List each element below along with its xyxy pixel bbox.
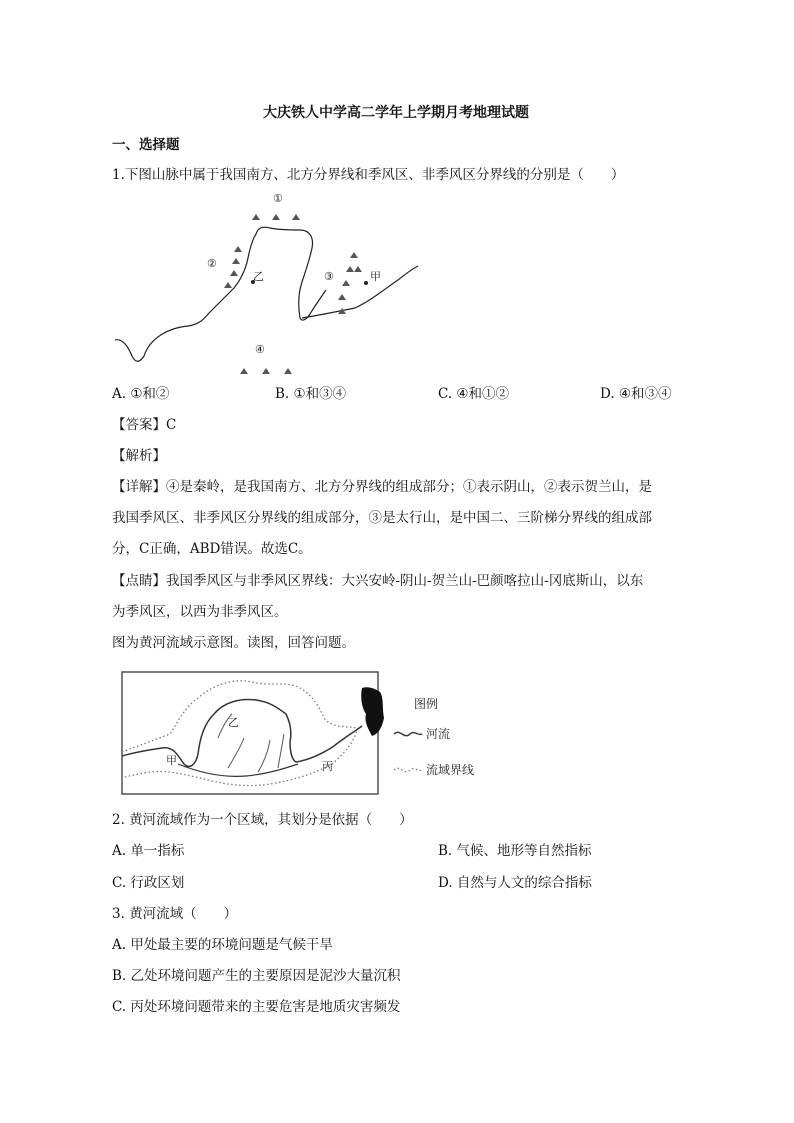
q1-tip-line-2: 为季风区，以西为非季风区。 — [112, 604, 288, 620]
q1-detail-line-1: 【详解】④是秦岭，是我国南方、北方分界线的组成部分；①表示阴山，②表示贺兰山，是 — [112, 479, 652, 495]
map-label-3: ③ — [324, 270, 334, 283]
yellow-river-basin-map — [118, 668, 498, 802]
mountain-symbols-3 — [338, 252, 362, 314]
map-label-4: ④ — [255, 343, 265, 356]
question-1-stem: 1.下图山脉中属于我国南方、北方分界线和季风区、非季风区分界线的分别是（ ） — [112, 167, 625, 183]
group2-intro: 图为黄河流域示意图。读图，回答问题。 — [112, 635, 355, 651]
map-label-1: ① — [273, 192, 283, 205]
legend-boundary-label: 流域界线 — [426, 763, 475, 777]
q3-option-c: C. 丙处环境问题带来的主要危害是地质灾害频发 — [112, 999, 401, 1015]
map2-label-yi: 乙 — [228, 716, 239, 729]
q1-analysis-head: 【解析】 — [112, 448, 166, 464]
river-path — [115, 227, 326, 361]
river-east-path — [302, 266, 418, 318]
map2-label-jia: 甲 — [166, 754, 177, 767]
section-heading: 一、选择题 — [112, 137, 180, 153]
q2-option-a: A. 单一指标 — [112, 843, 185, 859]
mountain-symbols-4 — [240, 368, 292, 374]
q1-detail-line-3: 分，C正确，ABD错误。故选C。 — [112, 541, 312, 557]
legend-river-symbol — [394, 732, 422, 735]
q2-option-d: D. 自然与人文的综合指标 — [438, 875, 592, 891]
q1-tip-line-1: 【点睛】我国季风区与非季风区界线：大兴安岭-阴山-贺兰山-巴颜喀拉山-冈底斯山，以东 — [112, 573, 644, 589]
q2-option-b: B. 气候、地形等自然指标 — [438, 843, 592, 859]
q1-answer: 【答案】C — [112, 417, 177, 433]
question-3-stem: 3. 黄河流域（ ） — [112, 906, 238, 922]
yellow-river-main — [122, 700, 362, 767]
mountain-symbols-1 — [252, 214, 300, 220]
river-lower — [178, 764, 298, 776]
legend-boundary-symbol — [394, 768, 422, 771]
q2-option-c: C. 行政区划 — [112, 875, 185, 891]
q1-option-a: A. ①和② — [112, 386, 170, 402]
mountain-symbols-2 — [224, 246, 242, 288]
sea-area — [361, 687, 384, 736]
q1-detail-line-2: 我国季风区、非季风区分界线的组成部分，③是太行山，是中国二、三阶梯分界线的组成部 — [112, 510, 652, 526]
q3-option-b: B. 乙处环境问题产生的主要原因是泥沙大量沉积 — [112, 968, 401, 984]
map-label-jia: 甲 — [370, 270, 381, 283]
q3-option-a: A. 甲处最主要的环境问题是气候干旱 — [112, 937, 333, 953]
mountain-map-figure — [110, 188, 430, 383]
legend-river-label: 河流 — [426, 727, 451, 741]
q1-option-c: C. ④和①② — [438, 386, 510, 402]
q1-option-d: D. ④和③④ — [600, 386, 672, 402]
map-label-yi: 乙 — [253, 270, 264, 283]
city-jia-dot — [364, 281, 368, 285]
map2-label-bing: 丙 — [322, 760, 333, 773]
page-title: 大庆铁人中学高二学年上学期月考地理试题 — [263, 105, 529, 121]
q1-option-b: B. ①和③④ — [275, 386, 347, 402]
legend-title: 图例 — [414, 697, 439, 711]
map-label-2: ② — [207, 257, 217, 270]
question-2-stem: 2. 黄河流域作为一个区域，其划分是依据（ ） — [112, 812, 413, 828]
